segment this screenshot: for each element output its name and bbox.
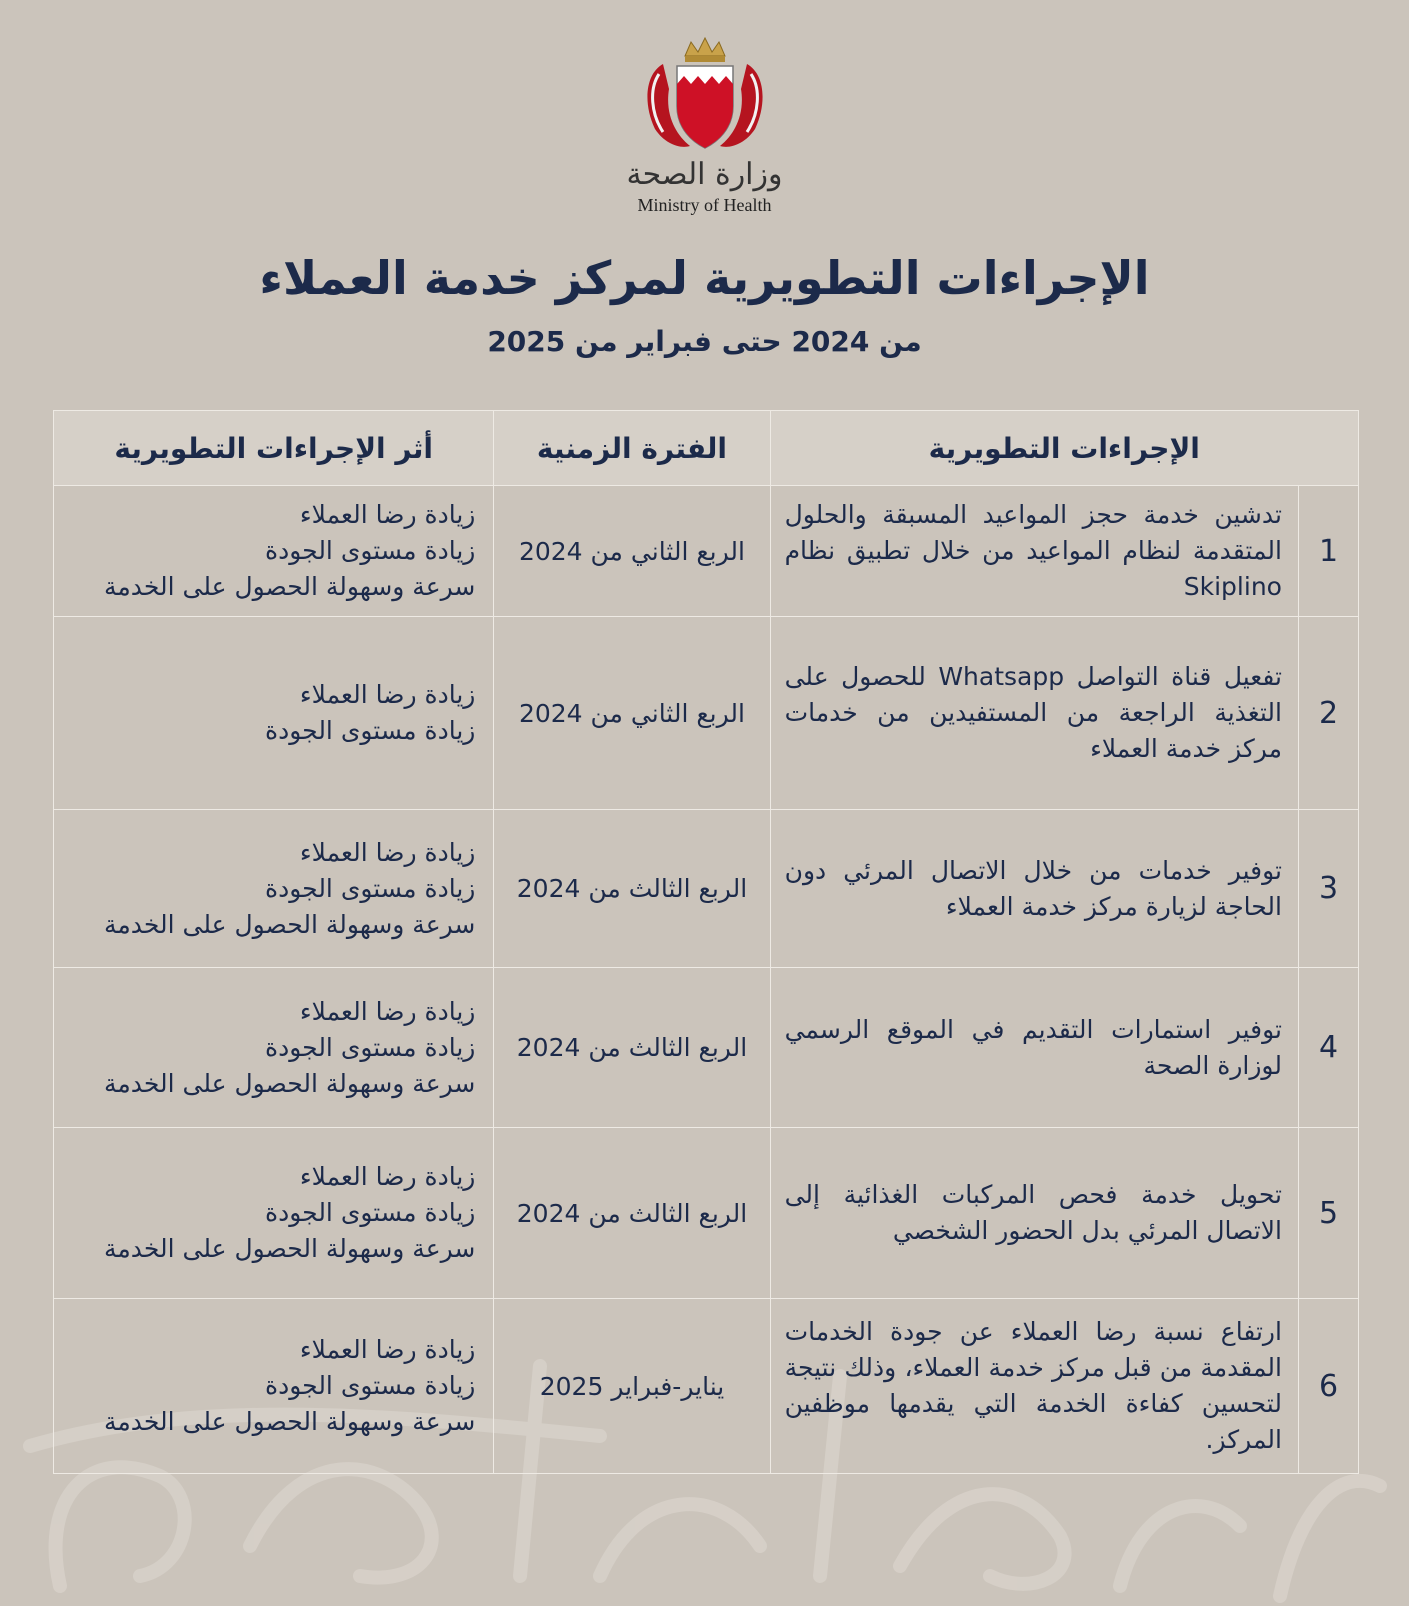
- table-row: [54, 486, 1359, 617]
- row-impacts: [54, 968, 494, 1128]
- impact-item: سرعة وسهولة الحصول على الخدمة: [103, 909, 476, 939]
- row-impacts: [54, 617, 494, 810]
- impact-item: زيادة مستوى الجودة: [265, 1032, 476, 1062]
- logo-arabic-name: وزارة الصحة: [626, 157, 783, 192]
- impact-item: سرعة وسهولة الحصول على الخدمة: [103, 1068, 476, 1098]
- header-procedure: الإجراءات التطويرية: [770, 411, 1358, 486]
- row-impacts: [54, 810, 494, 968]
- row-number: 3: [1298, 810, 1358, 968]
- row-procedure: توفير استمارات التقديم في الموقع الرسمي لوزارة الصحة: [770, 968, 1298, 1128]
- header-impact: أثر الإجراءات التطويرية: [54, 411, 494, 486]
- impact-item: زيادة رضا العملاء: [299, 500, 476, 529]
- row-number: 2: [1298, 617, 1358, 810]
- impact-item: زيادة مستوى الجودة: [265, 873, 476, 903]
- row-procedure: تدشين خدمة حجز المواعيد المسبقة والحلول المتقدمة لنظام المواعيد من خلال تطبيق نظام Skiplino: [770, 486, 1298, 617]
- impact-item: زيادة رضا العملاء: [299, 837, 476, 867]
- row-impacts: [54, 1128, 494, 1299]
- row-period: الربع الثالث من 2024: [494, 1128, 770, 1299]
- impact-item: زيادة رضا العملاء: [299, 1162, 476, 1191]
- page-title: الإجراءات التطويرية لمركز خدمة العملاء: [259, 251, 1150, 305]
- impact-item: زيادة مستوى الجودة: [265, 716, 476, 745]
- table-row: [54, 968, 1359, 1128]
- impact-item: زيادة مستوى الجودة: [265, 536, 476, 565]
- row-impacts: [54, 1299, 494, 1474]
- header-period: الفترة الزمنية: [494, 411, 770, 486]
- row-procedure: توفير خدمات من خلال الاتصال المرئي دون الحاجة لزيارة مركز خدمة العملاء: [770, 810, 1298, 968]
- row-period: يناير-فبراير 2025: [494, 1299, 770, 1474]
- row-number: 6: [1298, 1299, 1358, 1474]
- row-number: 5: [1298, 1128, 1358, 1299]
- impact-item: زيادة رضا العملاء: [299, 680, 476, 709]
- logo-english-name: Ministry of Health: [637, 195, 772, 215]
- row-procedure: تحويل خدمة فحص المركبات الغذائية إلى الاتصال المرئي بدل الحضور الشخصي: [770, 1128, 1298, 1299]
- row-period: الربع الثاني من 2024: [494, 486, 770, 617]
- row-period: الربع الثالث من 2024: [494, 968, 770, 1128]
- impact-item: سرعة وسهولة الحصول على الخدمة: [103, 1407, 476, 1436]
- page-subtitle: من 2024 حتى فبراير من 2025: [487, 325, 922, 358]
- row-number: 1: [1298, 486, 1358, 617]
- row-procedure: تفعيل قناة التواصل Whatsapp للحصول على التغذية الراجعة من المستفيدين من خدمات مركز خدمة العملاء: [770, 617, 1298, 810]
- impact-item: زيادة رضا العملاء: [299, 1335, 476, 1364]
- table-row: [54, 1128, 1359, 1299]
- impact-item: سرعة وسهولة الحصول على الخدمة: [103, 1234, 476, 1263]
- impact-item: سرعة وسهولة الحصول على الخدمة: [103, 572, 476, 601]
- impact-item: زيادة مستوى الجودة: [265, 1198, 476, 1227]
- row-period: الربع الثالث من 2024: [494, 810, 770, 968]
- table-row: [54, 810, 1359, 968]
- row-number: 4: [1298, 968, 1358, 1128]
- table-row: [54, 617, 1359, 810]
- table-header-row: [54, 411, 1359, 486]
- bahrain-emblem-icon: [635, 34, 775, 154]
- procedures-table: [53, 410, 1359, 1474]
- row-period: الربع الثاني من 2024: [494, 617, 770, 810]
- table-row: [54, 1299, 1359, 1474]
- row-procedure: ارتفاع نسبة رضا العملاء عن جودة الخدمات المقدمة من قبل مركز خدمة العملاء، وذلك نتيجة لتحسين كفاءة الخدمة التي يقدمها موظفين المركز.: [770, 1299, 1298, 1474]
- ministry-logo: [0, 34, 1409, 216]
- impact-item: زيادة مستوى الجودة: [265, 1371, 476, 1400]
- impact-item: زيادة رضا العملاء: [299, 996, 476, 1026]
- row-impacts: [54, 486, 494, 617]
